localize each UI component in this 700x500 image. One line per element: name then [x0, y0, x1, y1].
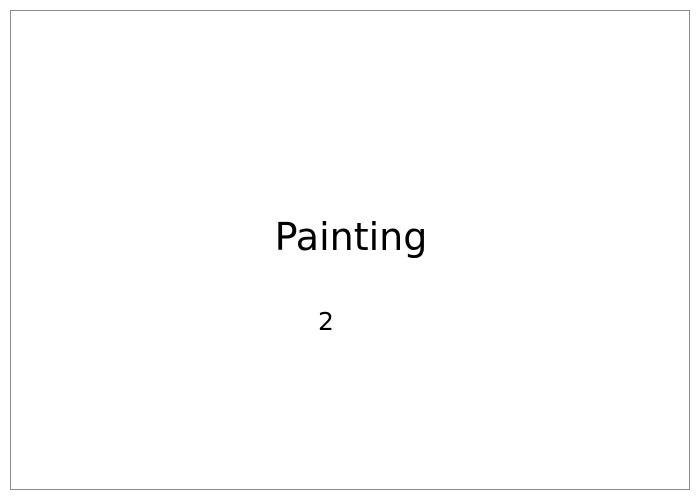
- slide-number: 2: [318, 307, 334, 336]
- slide-title: Painting: [274, 215, 428, 259]
- slide-page: [10, 10, 690, 490]
